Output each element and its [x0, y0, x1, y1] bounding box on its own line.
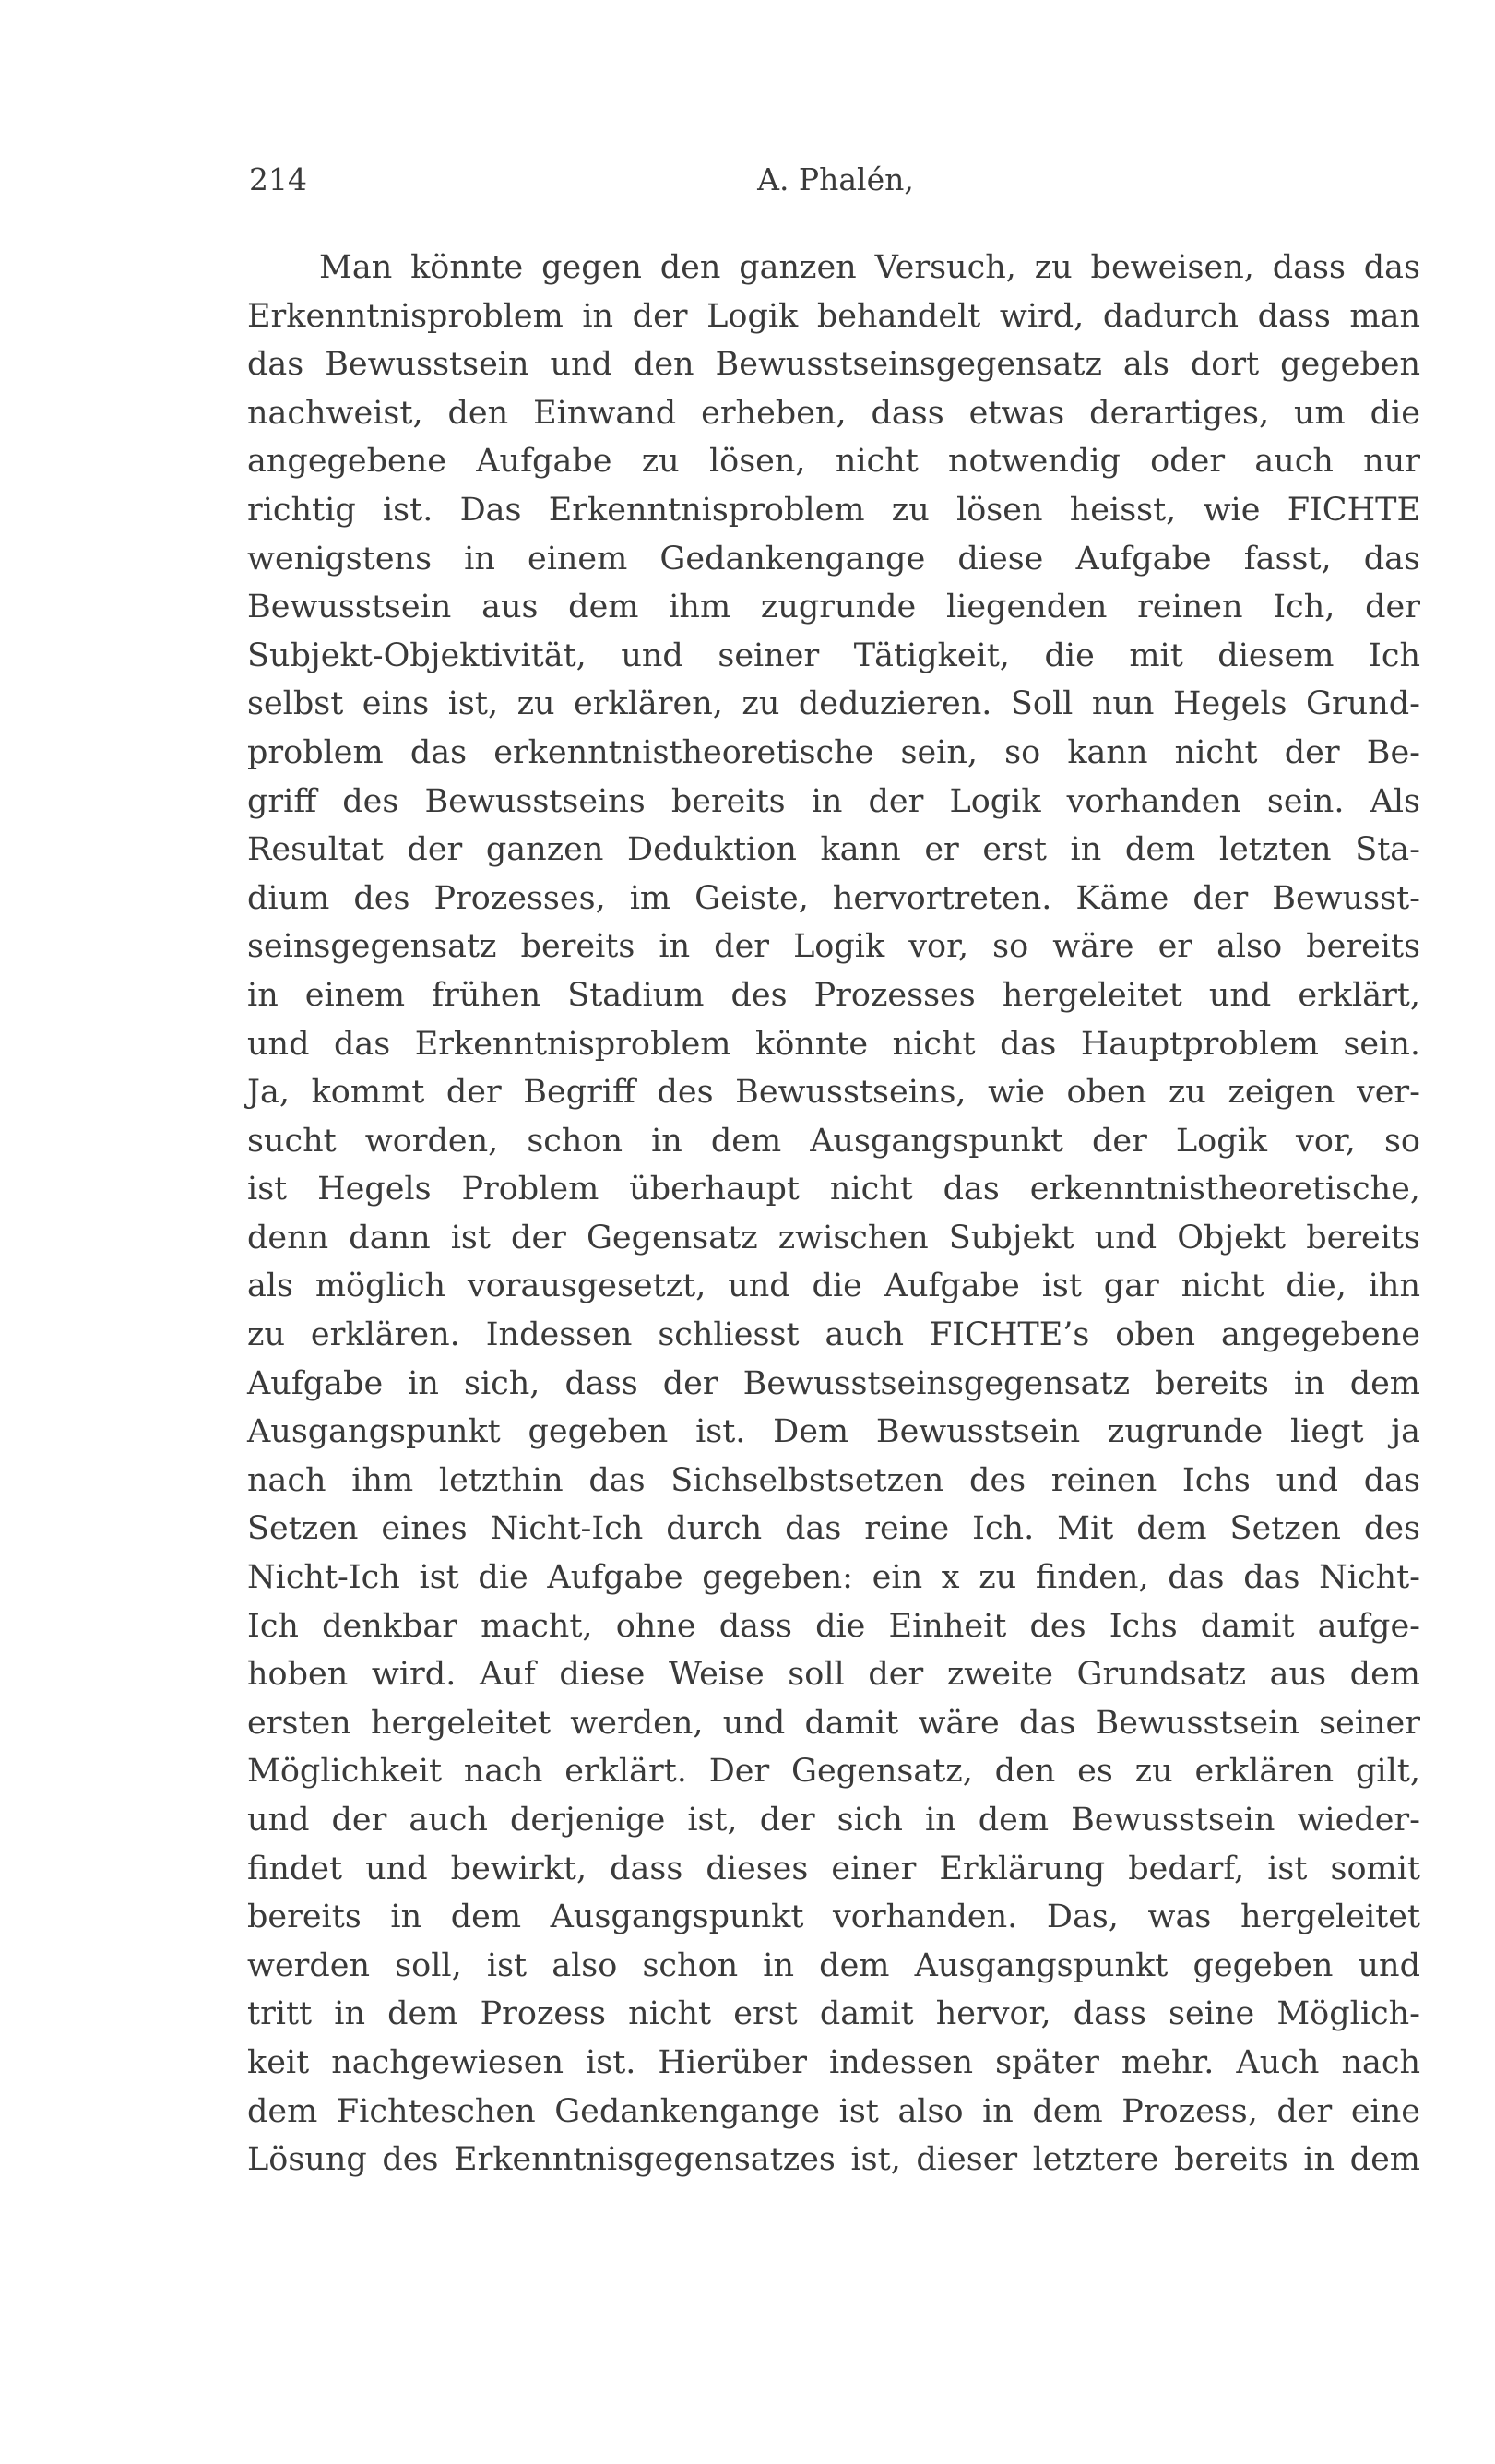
text-line: Aufgabe in sich, dass der Bewusstseinsgegensatz bereits in dem — [247, 1364, 1420, 1402]
running-title: A. Phalén, — [757, 161, 914, 197]
text-line: denn dann ist der Gegensatz zwischen Subjekt und Objekt bereits — [247, 1219, 1420, 1256]
text-line: ist Hegels Problem überhaupt nicht das erkenntnistheoretische, — [247, 1171, 1420, 1208]
text-line: das Bewusstsein und den Bewusstseinsgegensatz als dort gegeben — [247, 346, 1420, 384]
text-line: Resultat der ganzen Deduktion kann er erst in dem letzten Sta- — [247, 831, 1420, 869]
text-line: werden soll, ist also schon in dem Ausgangspunkt gegeben und — [247, 1946, 1420, 1984]
running-head — [249, 157, 1422, 203]
text-line: zu erklären. Indessen schliesst auch FICHTE’s oben angegebene — [247, 1316, 1420, 1354]
text-line: richtig ist. Das Erkenntnisproblem zu lösen heisst, wie FICHTE — [247, 491, 1420, 529]
text-line: ersten hergeleitet werden, und damit wäre das Bewusstsein seiner — [247, 1704, 1420, 1742]
text-line: seinsgegensatz bereits in der Logik vor, so wäre er also bereits — [247, 928, 1420, 966]
text-line: Setzen eines Nicht-Ich durch das reine Ich. Mit dem Setzen des — [247, 1510, 1420, 1548]
text-line: griff des Bewusstseins bereits in der Logik vorhanden sein. Als — [247, 782, 1420, 820]
text-line: Erkenntnisproblem in der Logik behandelt wird, dadurch dass man — [247, 297, 1420, 335]
text-line: problem das erkenntnistheoretische sein, so kann nicht der Be- — [247, 733, 1420, 771]
text-line: Man könnte gegen den ganzen Versuch, zu beweisen, dass das — [319, 249, 1420, 286]
text-line: keit nachgewiesen ist. Hierüber indessen später mehr. Auch nach — [247, 2043, 1420, 2081]
text-line: bereits in dem Ausgangspunkt vorhanden. Das, was hergeleitet — [247, 1899, 1420, 1936]
text-line: nach ihm letzthin das Sichselbstsetzen des reinen Ichs und das — [247, 1461, 1420, 1499]
text-line: hoben wird. Auf diese Weise soll der zweite Grundsatz aus dem — [247, 1656, 1420, 1694]
text-line: Ja, kommt der Begriff des Bewusstseins, wie oben zu zeigen ver- — [247, 1074, 1420, 1112]
text-line: und das Erkenntnisproblem könnte nicht das Hauptproblem sein. — [247, 1025, 1420, 1063]
text-line: dium des Prozesses, im Geiste, hervortreten. Käme der Bewusst- — [247, 879, 1420, 917]
page-number: 214 — [249, 161, 307, 197]
text-line: Bewusstsein aus dem ihm zugrunde liegenden reinen Ich, der — [247, 589, 1420, 626]
text-line: Ausgangspunkt gegeben ist. Dem Bewusstsein zugrunde liegt ja — [247, 1413, 1420, 1451]
text-line: nachweist, den Einwand erheben, dass etwas derartiges, um die — [247, 394, 1420, 432]
text-line: selbst eins ist, zu erklären, zu deduzieren. Soll nun Hegels Grund- — [247, 685, 1420, 723]
text-line: tritt in dem Prozess nicht erst damit hervor, dass seine Möglich- — [247, 1995, 1420, 2033]
text-line: Nicht-Ich ist die Aufgabe gegeben: ein x zu finden, das das Nicht- — [247, 1559, 1420, 1597]
text-line: als möglich vorausgesetzt, und die Aufgabe ist gar nicht die, ihn — [247, 1268, 1420, 1305]
text-line: Lösung des Erkenntnisgegensatzes ist, dieser letztere bereits in dem — [247, 2141, 1420, 2179]
text-line: Subjekt-Objektivität, und seiner Tätigkeit, die mit diesem Ich — [247, 637, 1420, 674]
text-line: in einem frühen Stadium des Prozesses hergeleitet und erklärt, — [247, 976, 1420, 1014]
text-line: wenigstens in einem Gedankengange diese Aufgabe fasst, das — [247, 540, 1420, 577]
text-line: angegebene Aufgabe zu lösen, nicht notwendig oder auch nur — [247, 443, 1420, 481]
text-line: sucht worden, schon in dem Ausgangspunkt der Logik vor, so — [247, 1122, 1420, 1160]
text-line: Möglichkeit nach erklärt. Der Gegensatz, den es zu erklären gilt, — [247, 1753, 1420, 1791]
text-line: findet und bewirkt, dass dieses einer Erklärung bedarf, ist somit — [247, 1850, 1420, 1887]
text-line: und der auch derjenige ist, der sich in dem Bewusstsein wieder- — [247, 1802, 1420, 1839]
body-paragraph — [247, 244, 1420, 2184]
text-line: dem Fichteschen Gedankengange ist also in dem Prozess, der eine — [247, 2092, 1420, 2130]
text-line: Ich denkbar macht, ohne dass die Einheit des Ichs damit aufge- — [247, 1607, 1420, 1645]
